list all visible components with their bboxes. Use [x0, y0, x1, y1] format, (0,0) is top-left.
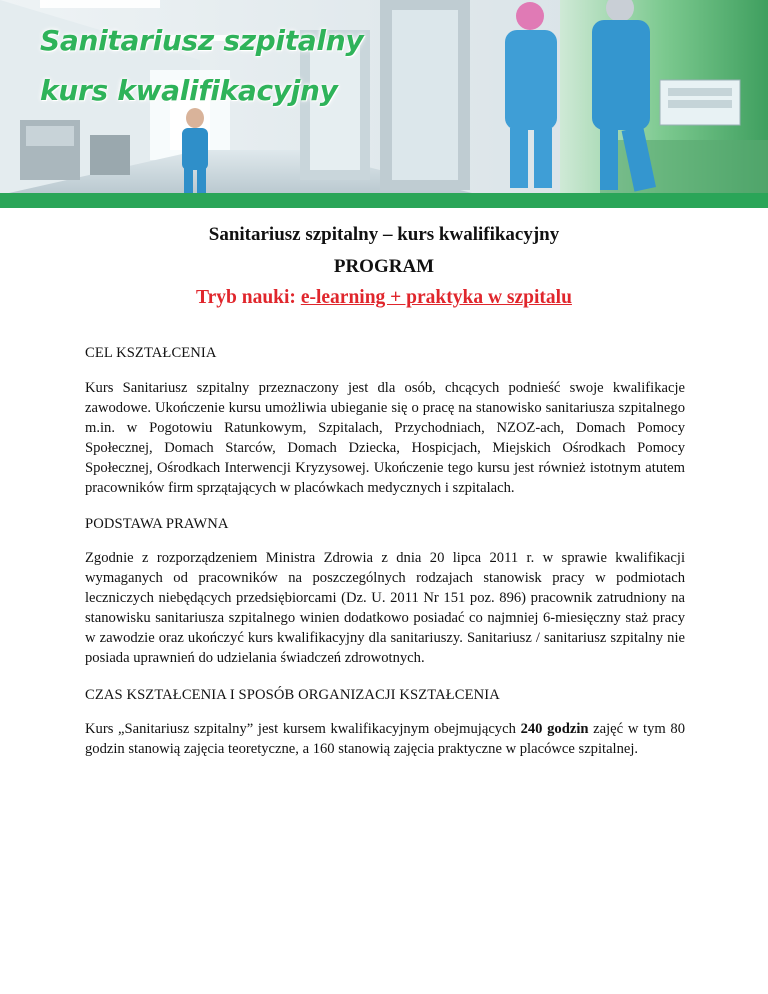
duration-text-after: zajęć w tym 80 godzin stanowią zajęcia teoretyczne, a 160 stanowią zajęcia praktyczne w placówce szpitalnej.	[85, 721, 685, 757]
section-text-duration	[85, 719, 685, 759]
study-mode-label: Tryb nauki:	[196, 287, 301, 308]
banner-title-line2: kurs kwalifikacyjny	[40, 74, 338, 107]
section-title-goal: CEL KSZTAŁCENIA	[85, 345, 217, 361]
program-heading: PROGRAM	[333, 256, 435, 277]
banner-accent-bar	[0, 193, 768, 208]
section-title-legal: PODSTAWA PRAWNA	[85, 516, 229, 532]
header-banner	[0, 0, 768, 208]
banner-title-line1: Sanitariusz szpitalny	[40, 24, 364, 57]
section-text-legal: Zgodnie z rozporządzeniem Ministra Zdrowia z dnia 20 lipca 2011 r. w sprawie kwalifikacji wymaganych od pracowników na poszczególnych rodzajach stanowisk pracy w podmiotach leczniczych niebędących przedsiębiorcami (Dz. U. 2011 Nr 151 poz. 896) pracownik zatrudniony na stanowisku sanitariusza szpitalnego winien dodatkowo posiadać co najmniej 6-miesięczny staż pracy w zawodzie oraz ukończyć kurs kwalifikacyjny dla sanitariuszy. Sanitariusz / sanitariusz szpitalny nie posiada uprawnień do udzielania świadczeń zdrowotnych.	[85, 550, 685, 666]
duration-text-before: Kurs „Sanitariusz szpitalny” jest kursem kwalifikacyjnym obejmujących	[85, 721, 521, 737]
document-title: Sanitariusz szpitalny – kurs kwalifikacyjny	[208, 224, 560, 245]
section-text-goal: Kurs Sanitariusz szpitalny przeznaczony jest dla osób, chcących podnieść swoje kwalifikacje zawodowe. Ukończenie kursu umożliwia ubieganie się o pracę na stanowisko sanitariusza szpitalnego m.in. w Pogotowiu Ratunkowym, Szpitalach, Przychodniach, NZOZ-ach, Domach Pomocy Społecznej, Domach Starców, Domach Dziecka, Hospicjach, Miejskich Ośrodkach Pomocy Społecznej, Ośrodkach Interwencji Kryzysowej. Ukończenie tego kursu jest również istotnym atutem pracowników firm sprzątających w placówkach medycznych i szpitalach.	[85, 380, 685, 496]
duration-hours: 240 godzin	[520, 721, 589, 737]
study-mode	[0, 287, 768, 309]
section-title-duration: CZAS KSZTAŁCENIA I SPOSÓB ORGANIZACJI KSZTAŁCENIA	[85, 687, 500, 703]
study-mode-value: e-learning + praktyka w szpitalu	[300, 287, 572, 308]
